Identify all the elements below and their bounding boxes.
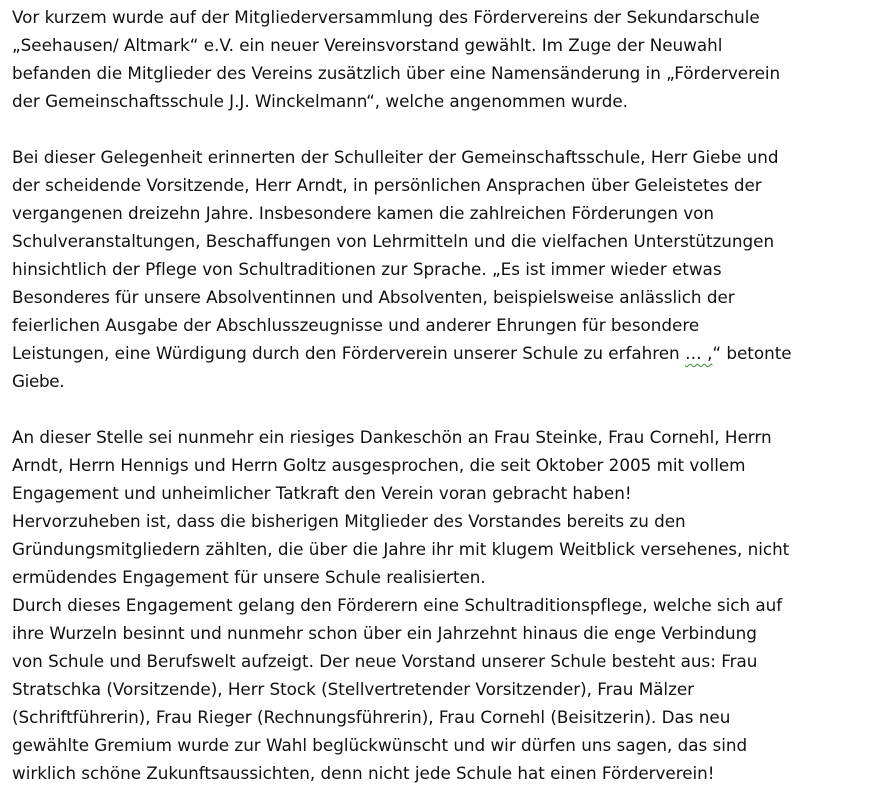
text-line: Giebe. <box>12 371 65 391</box>
text-line: Arndt, Herrn Hennigs und Herrn Goltz ausgesprochen, die seit Oktober 2005 mit vollem <box>12 455 746 475</box>
text-line: Stratschka (Vorsitzende), Herr Stock (Stellvertretender Vorsitzender), Frau Mälzer <box>12 679 695 699</box>
text-line: Schulveranstaltungen, Beschaffungen von Lehrmitteln und die vielfachen Unterstützungen <box>12 231 775 251</box>
text-line: vergangenen dreizehn Jahre. Insbesondere kamen die zahlreichen Förderungen von <box>12 203 714 223</box>
text-line: der Gemeinschaftsschule J.J. Winckelmann“, welche angenommen wurde. <box>12 91 628 111</box>
text-line: Hervorzuheben ist, dass die bisherigen Mitglieder des Vorstandes bereits zu den <box>12 511 686 531</box>
text-line: Besonderes für unsere Absolventinnen und Absolventen, beispielsweise anlässlich der <box>12 287 735 307</box>
text-line: Bei dieser Gelegenheit erinnerten der Schulleiter der Gemeinschaftsschule, Herr Giebe und <box>12 147 779 167</box>
text-line-quote-end <box>12 339 882 367</box>
text-line: wirklich schöne Zukunftsaussichten, denn nicht jede Schule hat einen Förderverein! <box>12 763 715 783</box>
text-line: feierlichen Ausgabe der Abschlusszeugnisse und anderer Ehrungen für besondere <box>12 315 700 335</box>
paragraph-speeches <box>12 143 882 395</box>
spellcheck-flagged-text[interactable]: … , <box>685 343 713 363</box>
text-line: Gründungsmitgliedern zählten, die über die Jahre ihr mit klugem Weitblick versehenes, nicht <box>12 539 790 559</box>
paragraph-spacer <box>12 395 882 423</box>
document-body <box>12 3 882 787</box>
text-line: gewählte Gremium wurde zur Wahl beglückwünscht und wir dürfen uns sagen, das sind <box>12 735 748 755</box>
text-line: Engagement und unheimlicher Tatkraft den Verein voran gebracht haben! <box>12 483 632 503</box>
text-line: ihre Wurzeln besinnt und nunmehr schon über ein Jahrzehnt hinaus die enge Verbindung <box>12 623 757 643</box>
text-line: befanden die Mitglieder des Vereins zusätzlich über eine Namensänderung in „Förderverein <box>12 63 781 83</box>
text-line: hinsichtlich der Pflege von Schultraditionen zur Sprache. „Es ist immer wieder etwas <box>12 259 722 279</box>
text-line: An dieser Stelle sei nunmehr ein riesiges Dankeschön an Frau Steinke, Frau Cornehl, Herrn <box>12 427 772 447</box>
text-line: von Schule und Berufswelt aufzeigt. Der neue Vorstand unserer Schule besteht aus: Frau <box>12 651 758 671</box>
text-segment: “ betonte <box>712 343 792 363</box>
text-segment: Leistungen, eine Würdigung durch den Förderverein unserer Schule zu erfahren <box>12 343 685 363</box>
text-line: ermüdendes Engagement für unsere Schule realisierten. <box>12 567 486 587</box>
paragraph-thanks <box>12 423 882 787</box>
text-line: „Seehausen/ Altmark“ e.V. ein neuer Vereinsvorstand gewählt. Im Zuge der Neuwahl <box>12 35 723 55</box>
text-line: der scheidende Vorsitzende, Herr Arndt, in persönlichen Ansprachen über Geleistetes der <box>12 175 762 195</box>
paragraph-election <box>12 3 882 115</box>
paragraph-spacer <box>12 115 882 143</box>
text-line: Durch dieses Engagement gelang den Förderern eine Schultraditionspflege, welche sich auf <box>12 595 783 615</box>
text-line: Vor kurzem wurde auf der Mitgliederversammlung des Fördervereins der Sekundarschule <box>12 7 760 27</box>
text-line: (Schriftführerin), Frau Rieger (Rechnungsführerin), Frau Cornehl (Beisitzerin). Das neu <box>12 707 731 727</box>
